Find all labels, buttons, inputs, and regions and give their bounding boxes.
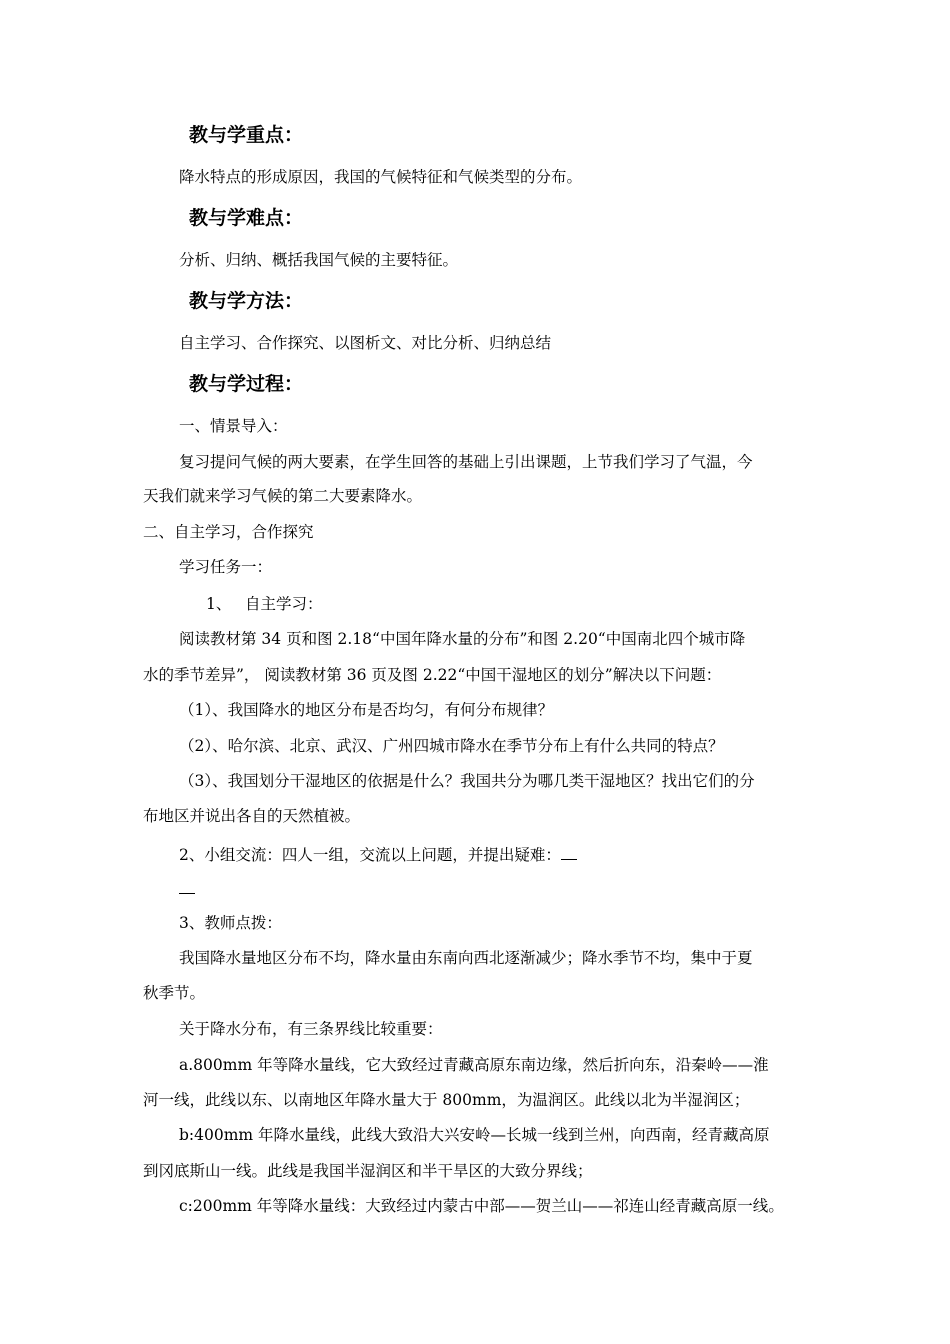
summary-line-2: 秋季节。 xyxy=(143,984,206,1002)
question-3-line-2: 布地区并说出各自的天然植被。 xyxy=(143,807,361,825)
blank-underline-continuation xyxy=(179,877,195,899)
reading-line-2: 水的季节差异”， 阅读教材第 36 页及图 2.22“中国干湿地区的划分”解决以下问题： xyxy=(143,666,722,684)
key-points-text: 降水特点的形成原因，我国的气候特征和气候类型的分布。 xyxy=(179,168,583,186)
section-2-title: 二、自主学习，合作探究 xyxy=(143,523,314,541)
teacher-guidance-title: 3、教师点拨： xyxy=(179,914,282,932)
intro-line-2: 天我们就来学习气候的第二大要素降水。 xyxy=(143,487,423,505)
question-3-line-1: （3）、我国划分干湿地区的依据是什么？我国共分为哪几类干湿地区？找出它们的分 xyxy=(179,772,755,790)
self-study-number: 1、 xyxy=(206,595,232,613)
methods-text: 自主学习、合作探究、以图析文、对比分析、归纳总结 xyxy=(179,334,552,352)
heading-process: 教与学过程： xyxy=(189,373,304,395)
blank-underline xyxy=(179,877,195,894)
question-1: （1）、我国降水的地区分布是否均匀，有何分布规律？ xyxy=(179,701,554,719)
heading-key-points: 教与学重点： xyxy=(189,124,304,146)
boundary-b-line-2: 到冈底斯山一线。此线是我国半湿润区和半干旱区的大致分界线； xyxy=(143,1162,593,1180)
difficulties-text: 分析、归纳、概括我国气候的主要特征。 xyxy=(179,251,459,269)
group-discussion-text: 2、小组交流：四人一组，交流以上问题，并提出疑难： xyxy=(179,846,561,864)
question-2: （2）、哈尔滨、北京、武汉、广州四城市降水在季节分布上有什么共同的特点？ xyxy=(179,737,724,755)
boundary-b-line-1: b:400mm 年降水量线，此线大致沿大兴安岭—长城一线到兰州，向西南，经青藏高原 xyxy=(179,1126,770,1144)
intro-line-1: 复习提问气候的两大要素，在学生回答的基础上引出课题，上节我们学习了气温，今 xyxy=(179,453,753,471)
self-study-label: 自主学习： xyxy=(245,595,323,613)
summary-line-1: 我国降水量地区分布不均，降水量由东南向西北逐渐减少；降水季节不均，集中于夏 xyxy=(179,949,753,967)
group-discussion-line xyxy=(179,843,577,865)
boundary-intro: 关于降水分布，有三条界线比较重要： xyxy=(179,1020,443,1038)
blank-underline xyxy=(561,843,577,860)
boundary-a-line-1: a.800mm 年等降水量线，它大致经过青藏高原东南边缘，然后折向东，沿秦岭——淮 xyxy=(179,1056,769,1074)
heading-methods: 教与学方法： xyxy=(189,290,304,312)
task-1-title: 学习任务一： xyxy=(179,558,273,576)
boundary-c-line-1: c:200mm 年等降水量线：大致经过内蒙古中部——贺兰山——祁连山经青藏高原一线。 xyxy=(179,1197,784,1215)
intro-title: 一、情景导入： xyxy=(179,417,288,435)
reading-line-1: 阅读教材第 34 页和图 2.18“中国年降水量的分布”和图 2.20“中国南北四个城市降 xyxy=(179,630,746,648)
boundary-a-line-2: 河一线，此线以东、以南地区年降水量大于 800mm，为温润区。此线以北为半湿润区； xyxy=(143,1091,750,1109)
heading-difficulties: 教与学难点： xyxy=(189,207,304,229)
